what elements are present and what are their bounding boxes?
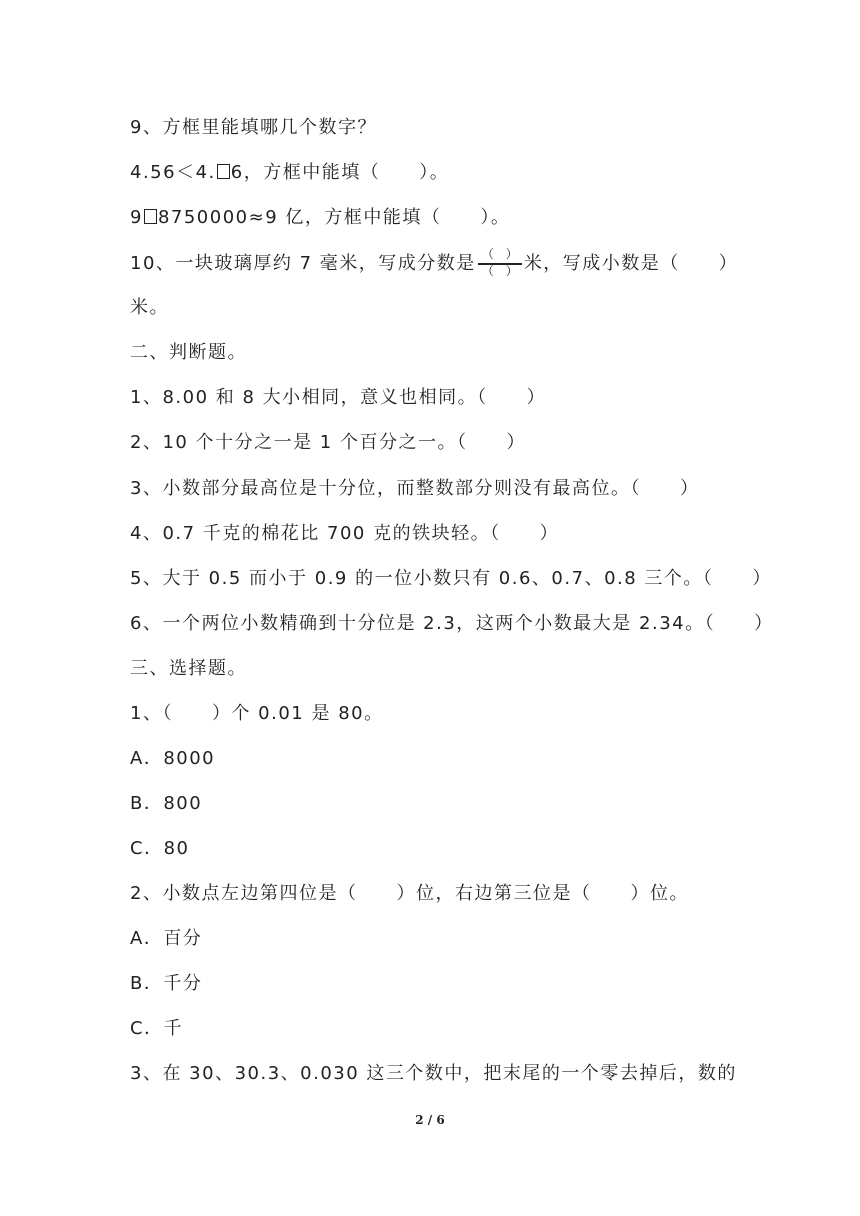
judgment-4: 4、0.7 千克的棉花比 700 克的铁块轻。（ ） [130,523,560,544]
question-9: 9、方框里能填哪几个数字？ [130,117,377,138]
choice-3: 3、在 30、30.3、0.030 这三个数中，把末尾的一个零去掉后，数的 [130,1063,737,1084]
section-3-heading: 三、选择题。 [130,658,247,679]
fraction-blank [478,247,522,278]
fraction-numerator: （ ） [481,247,518,261]
choice-2-option-b: B．千分 [130,973,203,994]
q9a-text-before: 4.56＜4. [130,162,216,183]
q9b-text-after: 8750000≈9 亿，方框中能填（ ）。 [157,207,511,228]
q10-text-before: 10、一块玻璃厚约 7 毫米，写成分数是 [130,253,476,274]
judgment-6: 6、一个两位小数精确到十分位是 2.3，这两个小数最大是 2.34。（ ） [130,613,774,634]
q9a-text-after: 6，方框中能填（ ）。 [230,162,450,183]
choice-1-option-c: C．80 [130,838,190,859]
blank-box-icon [144,209,157,224]
choice-2-option-c: C．千 [130,1018,184,1039]
question-10 [130,247,739,278]
section-2-heading: 二、判断题。 [130,342,247,363]
judgment-1: 1、8.00 和 8 大小相同，意义也相同。（ ） [130,387,547,408]
choice-1-option-b: B．800 [130,793,203,814]
fraction-denominator: （ ） [481,264,518,278]
judgment-3: 3、小数部分最高位是十分位，而整数部分则没有最高位。（ ） [130,478,700,499]
choice-1-option-a: A．8000 [130,748,216,769]
judgment-5: 5、大于 0.5 而小于 0.9 的一位小数只有 0.6、0.7、0.8 三个。（ ） [130,568,772,589]
choice-2-option-a: A．百分 [130,928,203,949]
question-9-part-a [130,161,449,185]
judgment-2: 2、10 个十分之一是 1 个百分之一。（ ） [130,432,526,453]
question-9-part-b [130,206,510,230]
q10-text-after: 米，写成小数是（ ） [523,253,739,274]
choice-1: 1、（ ）个 0.01 是 80。 [130,703,384,724]
question-10-continued: 米。 [130,297,169,318]
blank-box-icon [217,164,230,179]
q9b-text-before: 9 [130,207,143,228]
page-number: 2 / 6 [415,1113,445,1127]
choice-2: 2、小数点左边第四位是（ ）位，右边第三位是（ ）位。 [130,883,689,904]
